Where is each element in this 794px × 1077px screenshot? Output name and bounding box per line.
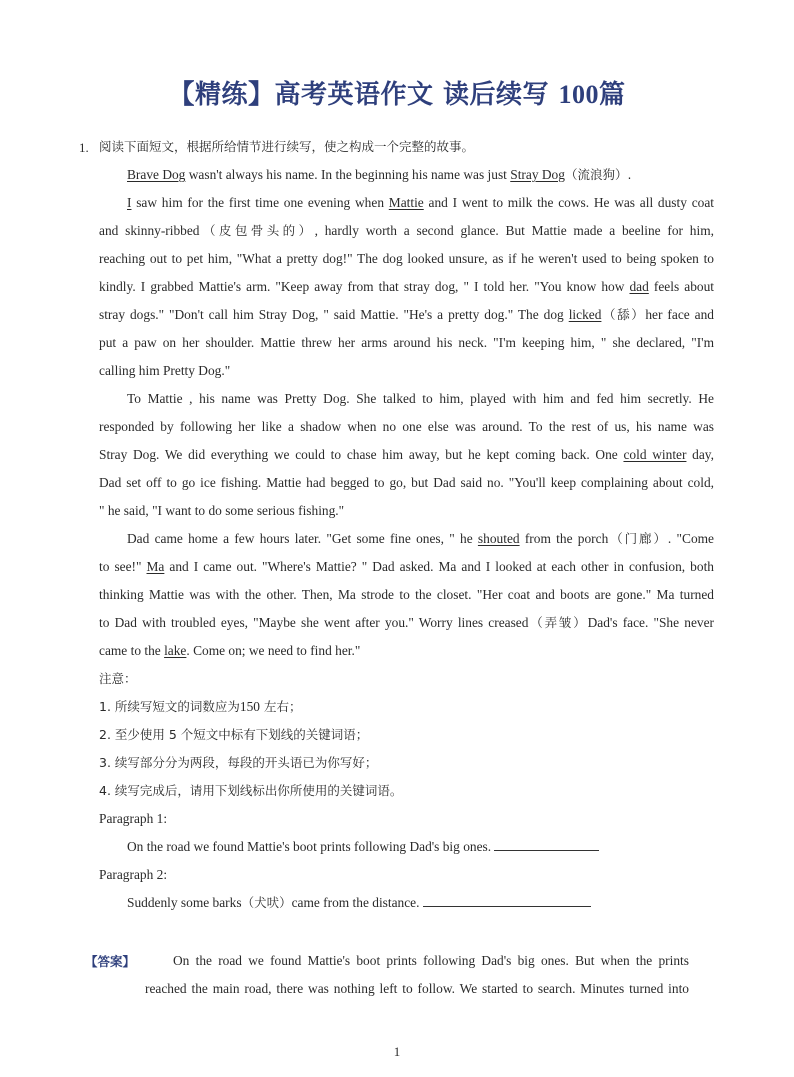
question-instruction: 阅读下面短文，根据所给情节进行续写，使之构成一个完整的故事。 bbox=[99, 139, 475, 154]
page-title: 【精练】高考英语作文 读后续写 100篇 bbox=[168, 80, 626, 110]
page-number: 1 bbox=[393, 1044, 401, 1059]
story-line: I saw him for the first time one evening when Mattie and I went to milk the cows. He was all dusty coat bbox=[127, 195, 714, 210]
answer-blank[interactable] bbox=[494, 838, 599, 851]
story-line: to Dad with troubled eyes, "Maybe she went after you." Worry lines creased（弄皱）Dad's face. "She never bbox=[99, 615, 714, 630]
paragraph-1-start: On the road we found Mattie's boot prints following Dad's big ones. bbox=[127, 838, 714, 856]
answer-line: reached the main road, there was nothing left to follow. We started to search. Minutes turned into bbox=[145, 981, 689, 996]
paragraph-2-start: Suddenly some barks（犬吠）came from the distance. bbox=[127, 894, 714, 912]
story-line: Brave Dog wasn't always his name. In the beginning his name was just Stray Dog（流浪狗）. bbox=[127, 167, 632, 182]
story-line: and skinny-ribbed（皮包骨头的）, hardly worth a second glance. But Mattie made a beeline for him, bbox=[99, 223, 714, 238]
story-line: came to the lake. Come on; we need to find her." bbox=[99, 643, 361, 658]
story-line: Stray Dog. We did everything we could to chase him away, but he kept coming back. One cold winter day, bbox=[99, 447, 714, 462]
story-line: Dad set off to go ice fishing. Mattie had begged to go, but Dad said no. "You'll keep complaining about cold, bbox=[99, 475, 714, 490]
story-line: responded by following her like a shadow when no one else was around. To the rest of us, his name was bbox=[99, 419, 714, 434]
story-line: kindly. I grabbed Mattie's arm. "Keep away from that stray dog, " I told her. "You know how dad feels about bbox=[99, 279, 714, 294]
story-line: " he said, "I want to do some serious fishing." bbox=[99, 503, 345, 518]
note-item: 4. 续写完成后，请用下划线标出你所使用的关键词语。 bbox=[99, 783, 403, 798]
answer-tag: 【答案】 bbox=[85, 954, 136, 969]
story-line: Dad came home a few hours later. "Get some fine ones, " he shouted from the porch（门廊）. "Come bbox=[127, 531, 714, 546]
note-item: 2. 至少使用 5 个短文中标有下划线的关键词语； bbox=[99, 727, 369, 742]
notes-heading: 注意： bbox=[99, 671, 137, 686]
story-line: to see!" Ma and I came out. "Where's Mattie? " Dad asked. Ma and I looked at each other in confusion, both bbox=[99, 559, 714, 574]
answer-blank[interactable] bbox=[423, 894, 591, 907]
paragraph-2-label: Paragraph 2: bbox=[99, 867, 168, 882]
note-item: 1. 所续写短文的词数应为150 左右； bbox=[99, 699, 302, 714]
story-line: To Mattie , his name was Pretty Dog. She talked to him, played with him and fed him secretly. He bbox=[127, 391, 714, 406]
story-line: calling him Pretty Dog." bbox=[99, 363, 231, 378]
answer-line: On the road we found Mattie's boot prints following Dad's big ones. But when the prints bbox=[173, 953, 689, 968]
story-line: reaching out to pet him, "What a pretty dog!" The dog looked unsure, as if he weren't used to being spoken to bbox=[99, 251, 714, 266]
note-item: 3. 续写部分分为两段，每段的开头语已为你写好； bbox=[99, 755, 378, 770]
story-line: thinking Mattie was with the other. Then, Ma strode to the closet. "Her coat and boots are gone." Ma turned bbox=[99, 587, 714, 602]
question-number: 1. bbox=[79, 140, 89, 155]
paragraph-1-label: Paragraph 1: bbox=[99, 811, 168, 826]
story-line: stray dogs." "Don't call him Stray Dog, " said Mattie. "He's a pretty dog." The dog licked（舔）her face and bbox=[99, 307, 714, 322]
story-line: put a paw on her shoulder. Mattie threw her arms around his neck. "I'm keeping him, " she declared, "I'm bbox=[99, 335, 714, 350]
